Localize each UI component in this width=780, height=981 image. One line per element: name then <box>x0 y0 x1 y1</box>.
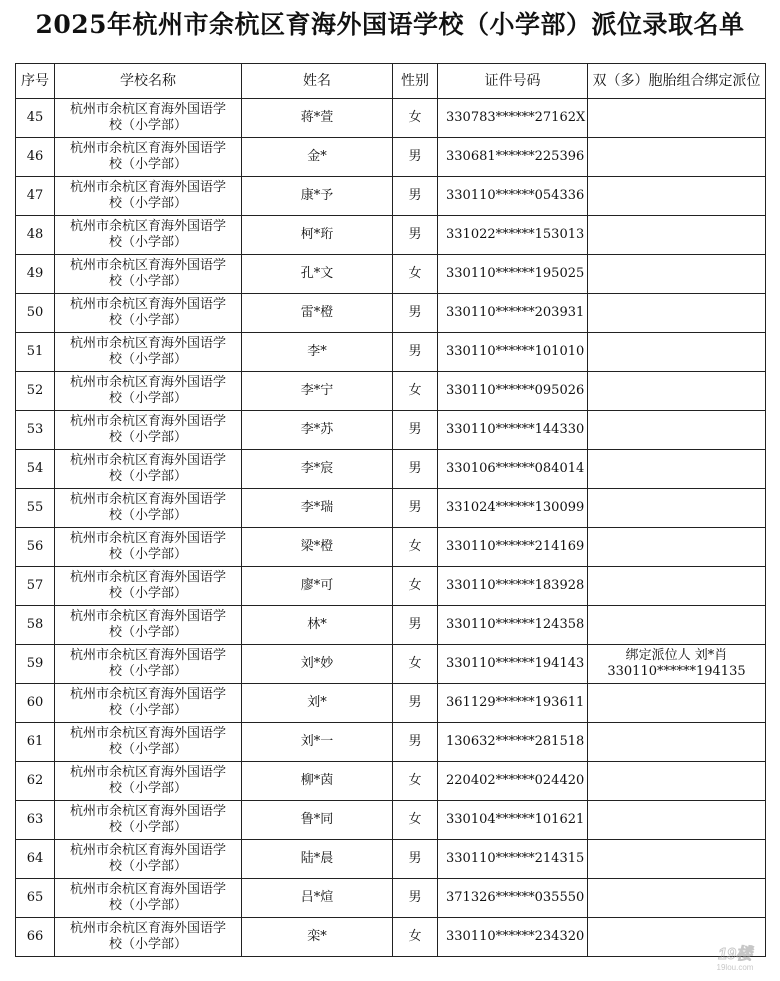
cell-school <box>55 177 242 216</box>
cell-twin-binding <box>588 99 766 138</box>
cell-gender: 女 <box>393 801 438 840</box>
cell-twin-binding <box>588 606 766 645</box>
school-name-line-1: 杭州市余杭区育海外国语学 <box>69 297 226 312</box>
table-row <box>16 567 766 606</box>
cell-school <box>55 762 242 801</box>
school-name-line-2: 校（小学部） <box>108 781 187 796</box>
cell-school <box>55 372 242 411</box>
cell-seq: 46 <box>16 138 55 177</box>
school-name-line-1: 杭州市余杭区育海外国语学 <box>69 609 226 624</box>
cell-gender: 男 <box>393 138 438 177</box>
binding-id-number: 330110******194135 <box>607 664 746 679</box>
cell-id-number: 330110******144330 <box>438 411 588 450</box>
cell-seq: 53 <box>16 411 55 450</box>
school-name-line-2: 校（小学部） <box>108 742 187 757</box>
cell-seq: 57 <box>16 567 55 606</box>
cell-id-number: 330110******234320 <box>438 918 588 957</box>
admission-table <box>15 63 766 957</box>
cell-gender: 女 <box>393 762 438 801</box>
cell-twin-binding <box>588 684 766 723</box>
school-name-line-2: 校（小学部） <box>108 391 187 406</box>
table-row <box>16 840 766 879</box>
cell-twin-binding <box>588 567 766 606</box>
cell-school <box>55 489 242 528</box>
school-name-line-2: 校（小学部） <box>108 430 187 445</box>
cell-name: 刘* <box>242 684 393 723</box>
school-name-line-2: 校（小学部） <box>108 898 187 913</box>
cell-twin-binding <box>588 138 766 177</box>
table-row <box>16 372 766 411</box>
school-name-line-1: 杭州市余杭区育海外国语学 <box>69 336 226 351</box>
cell-name: 柯*珩 <box>242 216 393 255</box>
cell-school <box>55 918 242 957</box>
school-name-line-1: 杭州市余杭区育海外国语学 <box>69 531 226 546</box>
table-row <box>16 99 766 138</box>
table-row <box>16 606 766 645</box>
cell-school <box>55 684 242 723</box>
column-header-gender: 性别 <box>393 64 438 99</box>
cell-id-number: 330110******203931 <box>438 294 588 333</box>
cell-name: 梁*橙 <box>242 528 393 567</box>
cell-id-number: 330104******101621 <box>438 801 588 840</box>
cell-school <box>55 840 242 879</box>
cell-seq: 66 <box>16 918 55 957</box>
school-name-line-2: 校（小学部） <box>108 625 187 640</box>
cell-seq: 58 <box>16 606 55 645</box>
cell-school <box>55 333 242 372</box>
school-name-line-2: 校（小学部） <box>108 235 187 250</box>
cell-id-number: 330110******101010 <box>438 333 588 372</box>
cell-seq: 45 <box>16 99 55 138</box>
cell-id-number: 330110******195025 <box>438 255 588 294</box>
cell-seq: 55 <box>16 489 55 528</box>
cell-id-number: 330110******124358 <box>438 606 588 645</box>
table-row <box>16 411 766 450</box>
cell-gender: 男 <box>393 723 438 762</box>
cell-name: 李*宸 <box>242 450 393 489</box>
cell-twin-binding <box>588 879 766 918</box>
cell-twin-binding <box>588 372 766 411</box>
cell-twin-binding <box>588 528 766 567</box>
table-row <box>16 879 766 918</box>
cell-school <box>55 294 242 333</box>
cell-school <box>55 255 242 294</box>
table-row <box>16 333 766 372</box>
school-name-line-1: 杭州市余杭区育海外国语学 <box>69 102 226 117</box>
table-row <box>16 762 766 801</box>
cell-seq: 64 <box>16 840 55 879</box>
cell-twin-binding <box>588 177 766 216</box>
cell-gender: 男 <box>393 411 438 450</box>
cell-seq: 48 <box>16 216 55 255</box>
watermark-logo-text: 19楼 <box>718 946 752 963</box>
cell-twin-binding <box>588 255 766 294</box>
cell-name: 刘*一 <box>242 723 393 762</box>
cell-gender: 男 <box>393 177 438 216</box>
cell-seq: 59 <box>16 645 55 684</box>
cell-gender: 女 <box>393 372 438 411</box>
school-name-line-1: 杭州市余杭区育海外国语学 <box>69 804 226 819</box>
cell-gender: 女 <box>393 255 438 294</box>
cell-twin-binding <box>588 801 766 840</box>
table-body <box>16 99 766 957</box>
school-name-line-2: 校（小学部） <box>108 508 187 523</box>
school-name-line-1: 杭州市余杭区育海外国语学 <box>69 141 226 156</box>
school-name-line-1: 杭州市余杭区育海外国语学 <box>69 843 226 858</box>
cell-name: 吕*煊 <box>242 879 393 918</box>
cell-school <box>55 723 242 762</box>
school-name-line-2: 校（小学部） <box>108 274 187 289</box>
school-name-line-1: 杭州市余杭区育海外国语学 <box>69 375 226 390</box>
cell-gender: 女 <box>393 99 438 138</box>
school-name-line-2: 校（小学部） <box>108 313 187 328</box>
binding-person: 绑定派位人 刘*肖 <box>625 648 728 663</box>
table-row <box>16 177 766 216</box>
school-name-line-1: 杭州市余杭区育海外国语学 <box>69 882 226 897</box>
cell-gender: 男 <box>393 489 438 528</box>
cell-gender: 女 <box>393 918 438 957</box>
cell-seq: 52 <box>16 372 55 411</box>
school-name-line-2: 校（小学部） <box>108 157 187 172</box>
school-name-line-2: 校（小学部） <box>108 820 187 835</box>
school-name-line-1: 杭州市余杭区育海外国语学 <box>69 687 226 702</box>
cell-school <box>55 606 242 645</box>
cell-school <box>55 216 242 255</box>
cell-name: 孔*文 <box>242 255 393 294</box>
school-name-line-2: 校（小学部） <box>108 937 187 952</box>
school-name-line-1: 杭州市余杭区育海外国语学 <box>69 648 226 663</box>
cell-id-number: 331022******153013 <box>438 216 588 255</box>
cell-gender: 男 <box>393 684 438 723</box>
cell-twin-binding <box>588 645 766 684</box>
cell-id-number: 330110******194143 <box>438 645 588 684</box>
cell-name: 鲁*同 <box>242 801 393 840</box>
table-row <box>16 255 766 294</box>
cell-id-number: 330681******225396 <box>438 138 588 177</box>
table-row <box>16 801 766 840</box>
school-name-line-1: 杭州市余杭区育海外国语学 <box>69 180 226 195</box>
school-name-line-2: 校（小学部） <box>108 859 187 874</box>
cell-twin-binding <box>588 216 766 255</box>
cell-name: 廖*可 <box>242 567 393 606</box>
cell-gender: 男 <box>393 333 438 372</box>
cell-name: 金* <box>242 138 393 177</box>
cell-id-number: 330110******183928 <box>438 567 588 606</box>
table-row <box>16 216 766 255</box>
cell-gender: 男 <box>393 450 438 489</box>
cell-name: 李* <box>242 333 393 372</box>
cell-gender: 女 <box>393 567 438 606</box>
school-name-line-1: 杭州市余杭区育海外国语学 <box>69 219 226 234</box>
cell-seq: 51 <box>16 333 55 372</box>
cell-school <box>55 450 242 489</box>
table-row <box>16 684 766 723</box>
school-name-line-2: 校（小学部） <box>108 469 187 484</box>
cell-school <box>55 138 242 177</box>
table-row <box>16 918 766 957</box>
cell-name: 柳*茵 <box>242 762 393 801</box>
cell-id-number: 220402******024420 <box>438 762 588 801</box>
school-name-line-1: 杭州市余杭区育海外国语学 <box>69 492 226 507</box>
cell-school <box>55 99 242 138</box>
cell-twin-binding <box>588 411 766 450</box>
cell-id-number: 330110******214169 <box>438 528 588 567</box>
cell-twin-binding <box>588 450 766 489</box>
cell-id-number: 371326******035550 <box>438 879 588 918</box>
school-name-line-2: 校（小学部） <box>108 352 187 367</box>
cell-id-number: 330110******214315 <box>438 840 588 879</box>
cell-seq: 62 <box>16 762 55 801</box>
cell-seq: 49 <box>16 255 55 294</box>
cell-name: 李*瑞 <box>242 489 393 528</box>
cell-twin-binding <box>588 723 766 762</box>
column-header-seq: 序号 <box>16 64 55 99</box>
cell-id-number: 331024******130099 <box>438 489 588 528</box>
cell-gender: 男 <box>393 840 438 879</box>
cell-twin-binding <box>588 762 766 801</box>
school-name-line-2: 校（小学部） <box>108 586 187 601</box>
school-name-line-2: 校（小学部） <box>108 547 187 562</box>
cell-school <box>55 879 242 918</box>
cell-id-number: 330110******095026 <box>438 372 588 411</box>
cell-seq: 65 <box>16 879 55 918</box>
cell-seq: 47 <box>16 177 55 216</box>
cell-gender: 男 <box>393 879 438 918</box>
cell-school <box>55 567 242 606</box>
cell-school <box>55 528 242 567</box>
cell-name: 康*予 <box>242 177 393 216</box>
site-watermark-logo <box>700 943 770 973</box>
page-title: 2025年杭州市余杭区育海外国语学校（小学部）派位录取名单 <box>35 10 745 39</box>
cell-name: 林* <box>242 606 393 645</box>
cell-school <box>55 411 242 450</box>
cell-school <box>55 801 242 840</box>
cell-gender: 女 <box>393 528 438 567</box>
cell-seq: 56 <box>16 528 55 567</box>
table-header-row <box>16 64 766 99</box>
cell-twin-binding <box>588 840 766 879</box>
column-header-bind: 双（多）胞胎组合绑定派位 <box>588 64 766 99</box>
column-header-name: 姓名 <box>242 64 393 99</box>
cell-name: 蒋*萱 <box>242 99 393 138</box>
school-name-line-1: 杭州市余杭区育海外国语学 <box>69 258 226 273</box>
school-name-line-1: 杭州市余杭区育海外国语学 <box>69 726 226 741</box>
cell-gender: 男 <box>393 294 438 333</box>
cell-id-number: 330110******054336 <box>438 177 588 216</box>
column-header-school: 学校名称 <box>55 64 242 99</box>
cell-gender: 男 <box>393 216 438 255</box>
school-name-line-1: 杭州市余杭区育海外国语学 <box>69 414 226 429</box>
cell-seq: 54 <box>16 450 55 489</box>
cell-name: 李*苏 <box>242 411 393 450</box>
school-name-line-2: 校（小学部） <box>108 196 187 211</box>
cell-id-number: 330106******084014 <box>438 450 588 489</box>
cell-id-number: 330783******27162X <box>438 99 588 138</box>
watermark-domain-text: 19lou.com <box>716 963 754 972</box>
cell-seq: 63 <box>16 801 55 840</box>
table-row <box>16 645 766 684</box>
school-name-line-1: 杭州市余杭区育海外国语学 <box>69 570 226 585</box>
table-row <box>16 528 766 567</box>
cell-name: 雷*橙 <box>242 294 393 333</box>
cell-name: 陆*晨 <box>242 840 393 879</box>
table-row <box>16 450 766 489</box>
cell-id-number: 361129******193611 <box>438 684 588 723</box>
school-name-line-1: 杭州市余杭区育海外国语学 <box>69 921 226 936</box>
column-header-id: 证件号码 <box>438 64 588 99</box>
cell-name: 刘*妙 <box>242 645 393 684</box>
cell-id-number: 130632******281518 <box>438 723 588 762</box>
cell-twin-binding <box>588 294 766 333</box>
school-name-line-1: 杭州市余杭区育海外国语学 <box>69 765 226 780</box>
school-name-line-1: 杭州市余杭区育海外国语学 <box>69 453 226 468</box>
cell-seq: 50 <box>16 294 55 333</box>
cell-twin-binding <box>588 489 766 528</box>
cell-school <box>55 645 242 684</box>
cell-name: 栾* <box>242 918 393 957</box>
cell-seq: 60 <box>16 684 55 723</box>
school-name-line-2: 校（小学部） <box>108 664 187 679</box>
cell-name: 李*宁 <box>242 372 393 411</box>
school-name-line-2: 校（小学部） <box>108 118 187 133</box>
table-row <box>16 138 766 177</box>
table-row <box>16 723 766 762</box>
cell-gender: 男 <box>393 606 438 645</box>
table-row <box>16 489 766 528</box>
cell-twin-binding <box>588 333 766 372</box>
cell-gender: 女 <box>393 645 438 684</box>
school-name-line-2: 校（小学部） <box>108 703 187 718</box>
cell-seq: 61 <box>16 723 55 762</box>
table-row <box>16 294 766 333</box>
